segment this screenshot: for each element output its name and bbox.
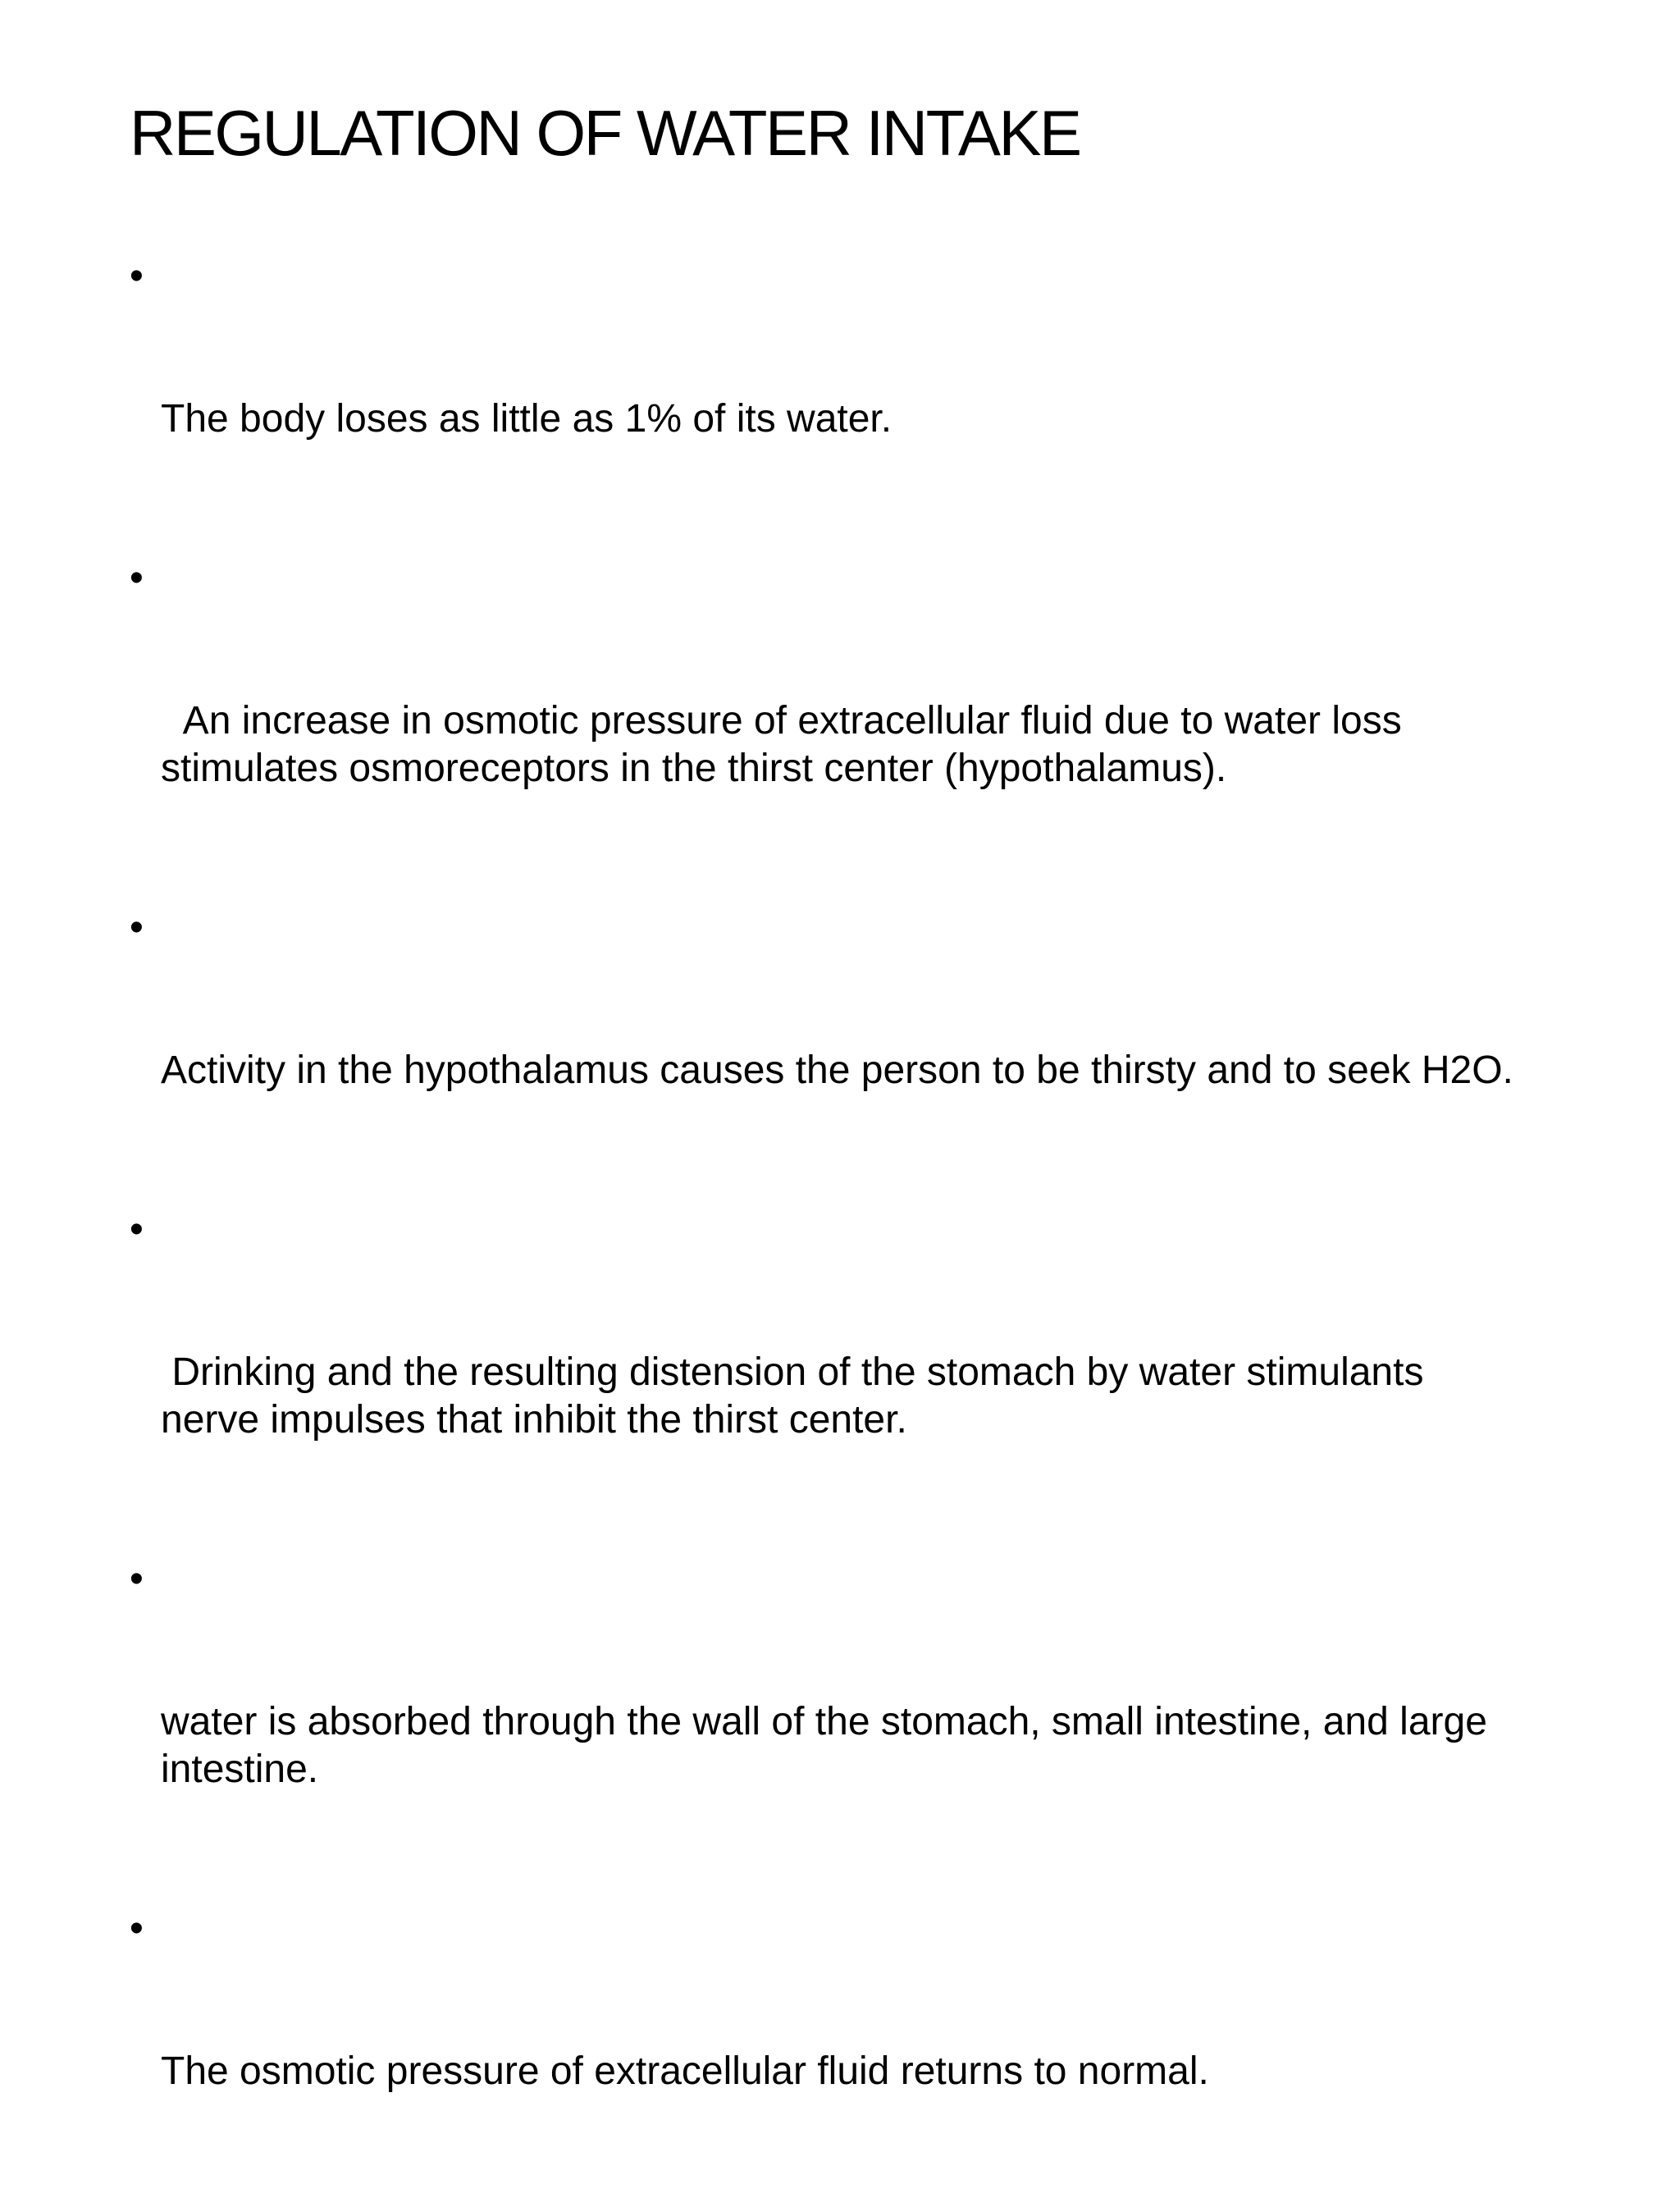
bullet-text: Drinking and the resulting distension of the stomach by water stimulants nerve impulses that inhibit the thirst center. — [161, 1350, 1435, 1442]
bullet-text: An increase in osmotic pressure of extracellular fluid due to water loss stimulates osmoreceptors in the thirst center (hypothalamus). — [161, 699, 1413, 790]
bullet-dot-icon: • — [130, 906, 144, 949]
bullet-dot-icon: • — [130, 1208, 144, 1251]
slide-title: REGULATION OF WATER INTAKE — [130, 97, 1080, 169]
bullet-text: Activity in the hypothalamus causes the person to be thirsty and to seek H2O. — [161, 1049, 1513, 1092]
bullet-item — [130, 1206, 1524, 1539]
bullet-item — [130, 1905, 1524, 2191]
bullet-dot-icon: • — [130, 1907, 144, 1950]
bullet-item — [130, 253, 1524, 538]
bullet-text: water is absorbed through the wall of the stomach, small intestine, and large intestine. — [161, 1700, 1499, 1791]
bullet-item — [130, 555, 1524, 888]
bullet-item — [130, 904, 1524, 1190]
bullet-list — [130, 253, 1524, 2207]
bullet-dot-icon: • — [130, 254, 144, 298]
bullet-dot-icon: • — [130, 1557, 144, 1601]
bullet-text: The body loses as little as 1% of its water. — [161, 397, 892, 441]
bullet-text: The osmotic pressure of extracellular fluid returns to normal. — [161, 2049, 1209, 2093]
bullet-item — [130, 1556, 1524, 1889]
bullet-dot-icon: • — [130, 556, 144, 600]
